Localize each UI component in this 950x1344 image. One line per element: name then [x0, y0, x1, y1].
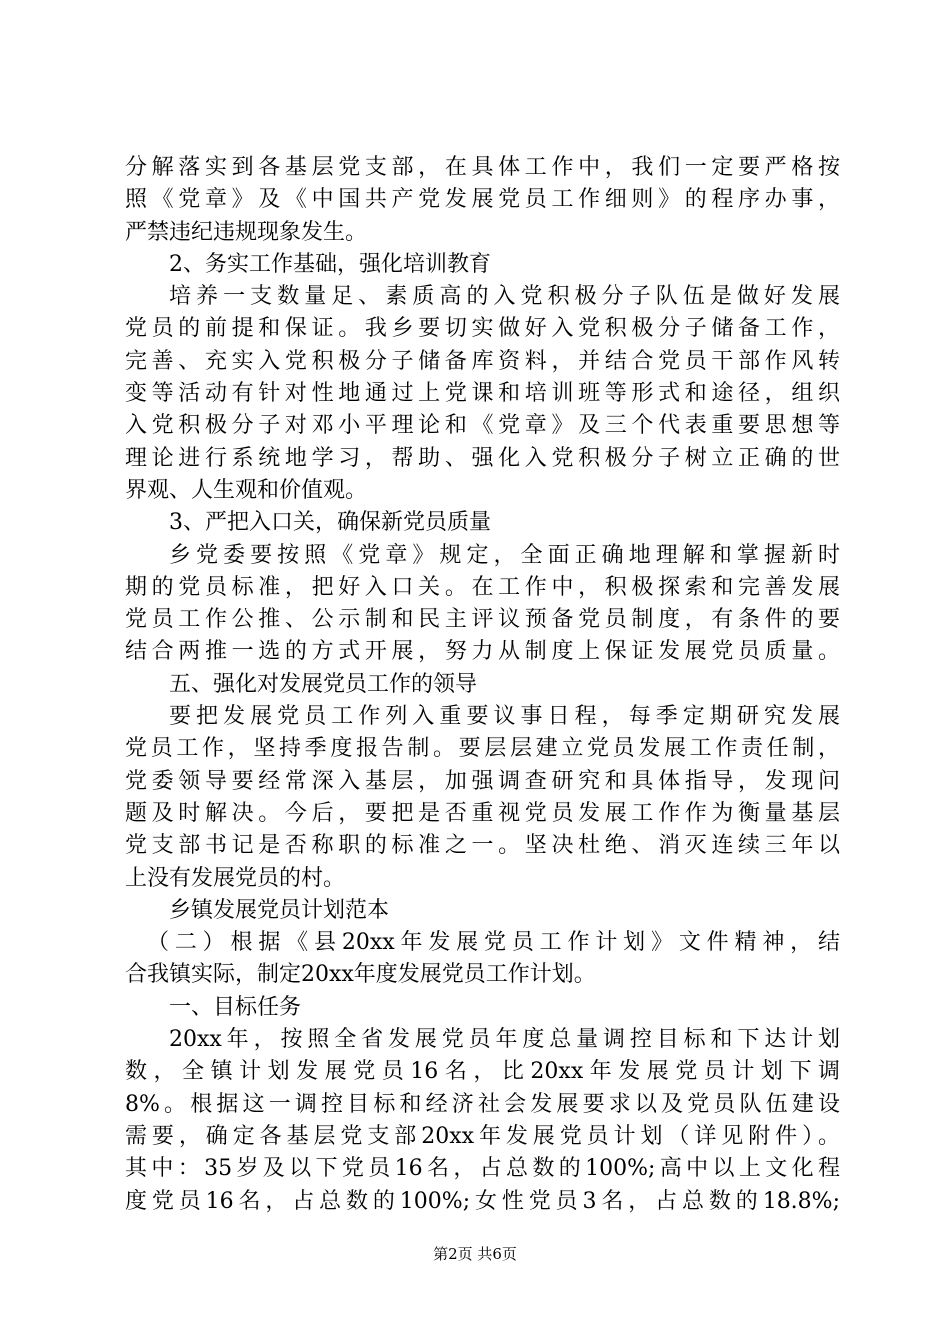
text-line: 党支部书记是否称职的标准之一。坚决杜绝、消灭连续三年以	[125, 833, 840, 859]
text-line: 党员工作公推、公示制和民主评议预备党员制度，有条件的要	[125, 607, 840, 633]
text-line: 培养一支数量足、素质高的入党积极分子队伍是做好发展	[169, 284, 840, 310]
text-line: 结合两推一选的方式开展，努力从制度上保证发展党员质量。	[125, 639, 840, 665]
text-line: 期的党员标准，把好入口关。在工作中，积极探索和完善发展	[125, 574, 840, 600]
text-line: 理论进行系统地学习，帮助、强化入党积极分子树立正确的世	[125, 445, 840, 471]
text-line: 8%。根据这一调控目标和经济社会发展要求以及党员队伍建设	[125, 1091, 840, 1117]
text-line: 数，全镇计划发展党员16名，比20xx年发展党员计划下调	[125, 1059, 840, 1085]
text-line: 严禁违纪违规现象发生。	[125, 219, 368, 245]
text-line: 20xx年，按照全省发展党员年度总量调控目标和下达计划	[169, 1027, 840, 1053]
text-line: 乡镇发展党员计划范本	[169, 897, 390, 923]
text-line: 乡党委要按照《党章》规定，全面正确地理解和掌握新时	[169, 542, 840, 568]
text-line: 界观、人生观和价值观。	[125, 477, 368, 503]
text-line: 其中：35岁及以下党员16名，占总数的100%;高中以上文化程	[125, 1156, 840, 1182]
text-line: 度党员16名，占总数的100%;女性党员3名，占总数的18.8%;	[125, 1188, 840, 1214]
text-line: 党员的前提和保证。我乡要切实做好入党积极分子储备工作，	[125, 316, 840, 342]
text-line: 2、务实工作基础，强化培训教育	[169, 251, 491, 277]
text-line: 题及时解决。今后，要把是否重视党员发展工作作为衡量基层	[125, 800, 840, 826]
text-line: 照《党章》及《中国共产党发展党员工作细则》的程序办事，	[125, 187, 840, 213]
text-line: （二）根据《县20xx年发展党员工作计划》文件精神，结	[147, 930, 840, 956]
text-line: 上没有发展党员的村。	[125, 865, 346, 891]
document-body	[125, 152, 840, 1218]
text-line: 党员工作，坚持季度报告制。要层层建立党员发展工作责任制，	[125, 736, 840, 762]
text-line: 完善、充实入党积极分子储备库资料，并结合党员干部作风转	[125, 348, 840, 374]
text-line: 需要，确定各基层党支部20xx年发展党员计划（详见附件）。	[125, 1123, 840, 1149]
text-line: 分解落实到各基层党支部，在具体工作中，我们一定要严格按	[125, 155, 840, 180]
text-line: 党委领导要经常深入基层，加强调查研究和具体指导，发现问	[125, 768, 840, 794]
text-line: 要把发展党员工作列入重要议事日程，每季定期研究发展	[169, 704, 840, 730]
text-line: 一、目标任务	[169, 994, 302, 1020]
page-footer: 第2页 共6页	[433, 1245, 517, 1263]
text-line: 3、严把入口关，确保新党员质量	[169, 510, 491, 536]
text-line: 合我镇实际，制定20xx年度发展党员工作计划。	[125, 962, 596, 988]
text-line: 五、强化对发展党员工作的领导	[169, 671, 478, 697]
text-line: 变等活动有针对性地通过上党课和培训班等形式和途径，组织	[125, 381, 840, 407]
text-line: 入党积极分子对邓小平理论和《党章》及三个代表重要思想等	[125, 413, 840, 439]
